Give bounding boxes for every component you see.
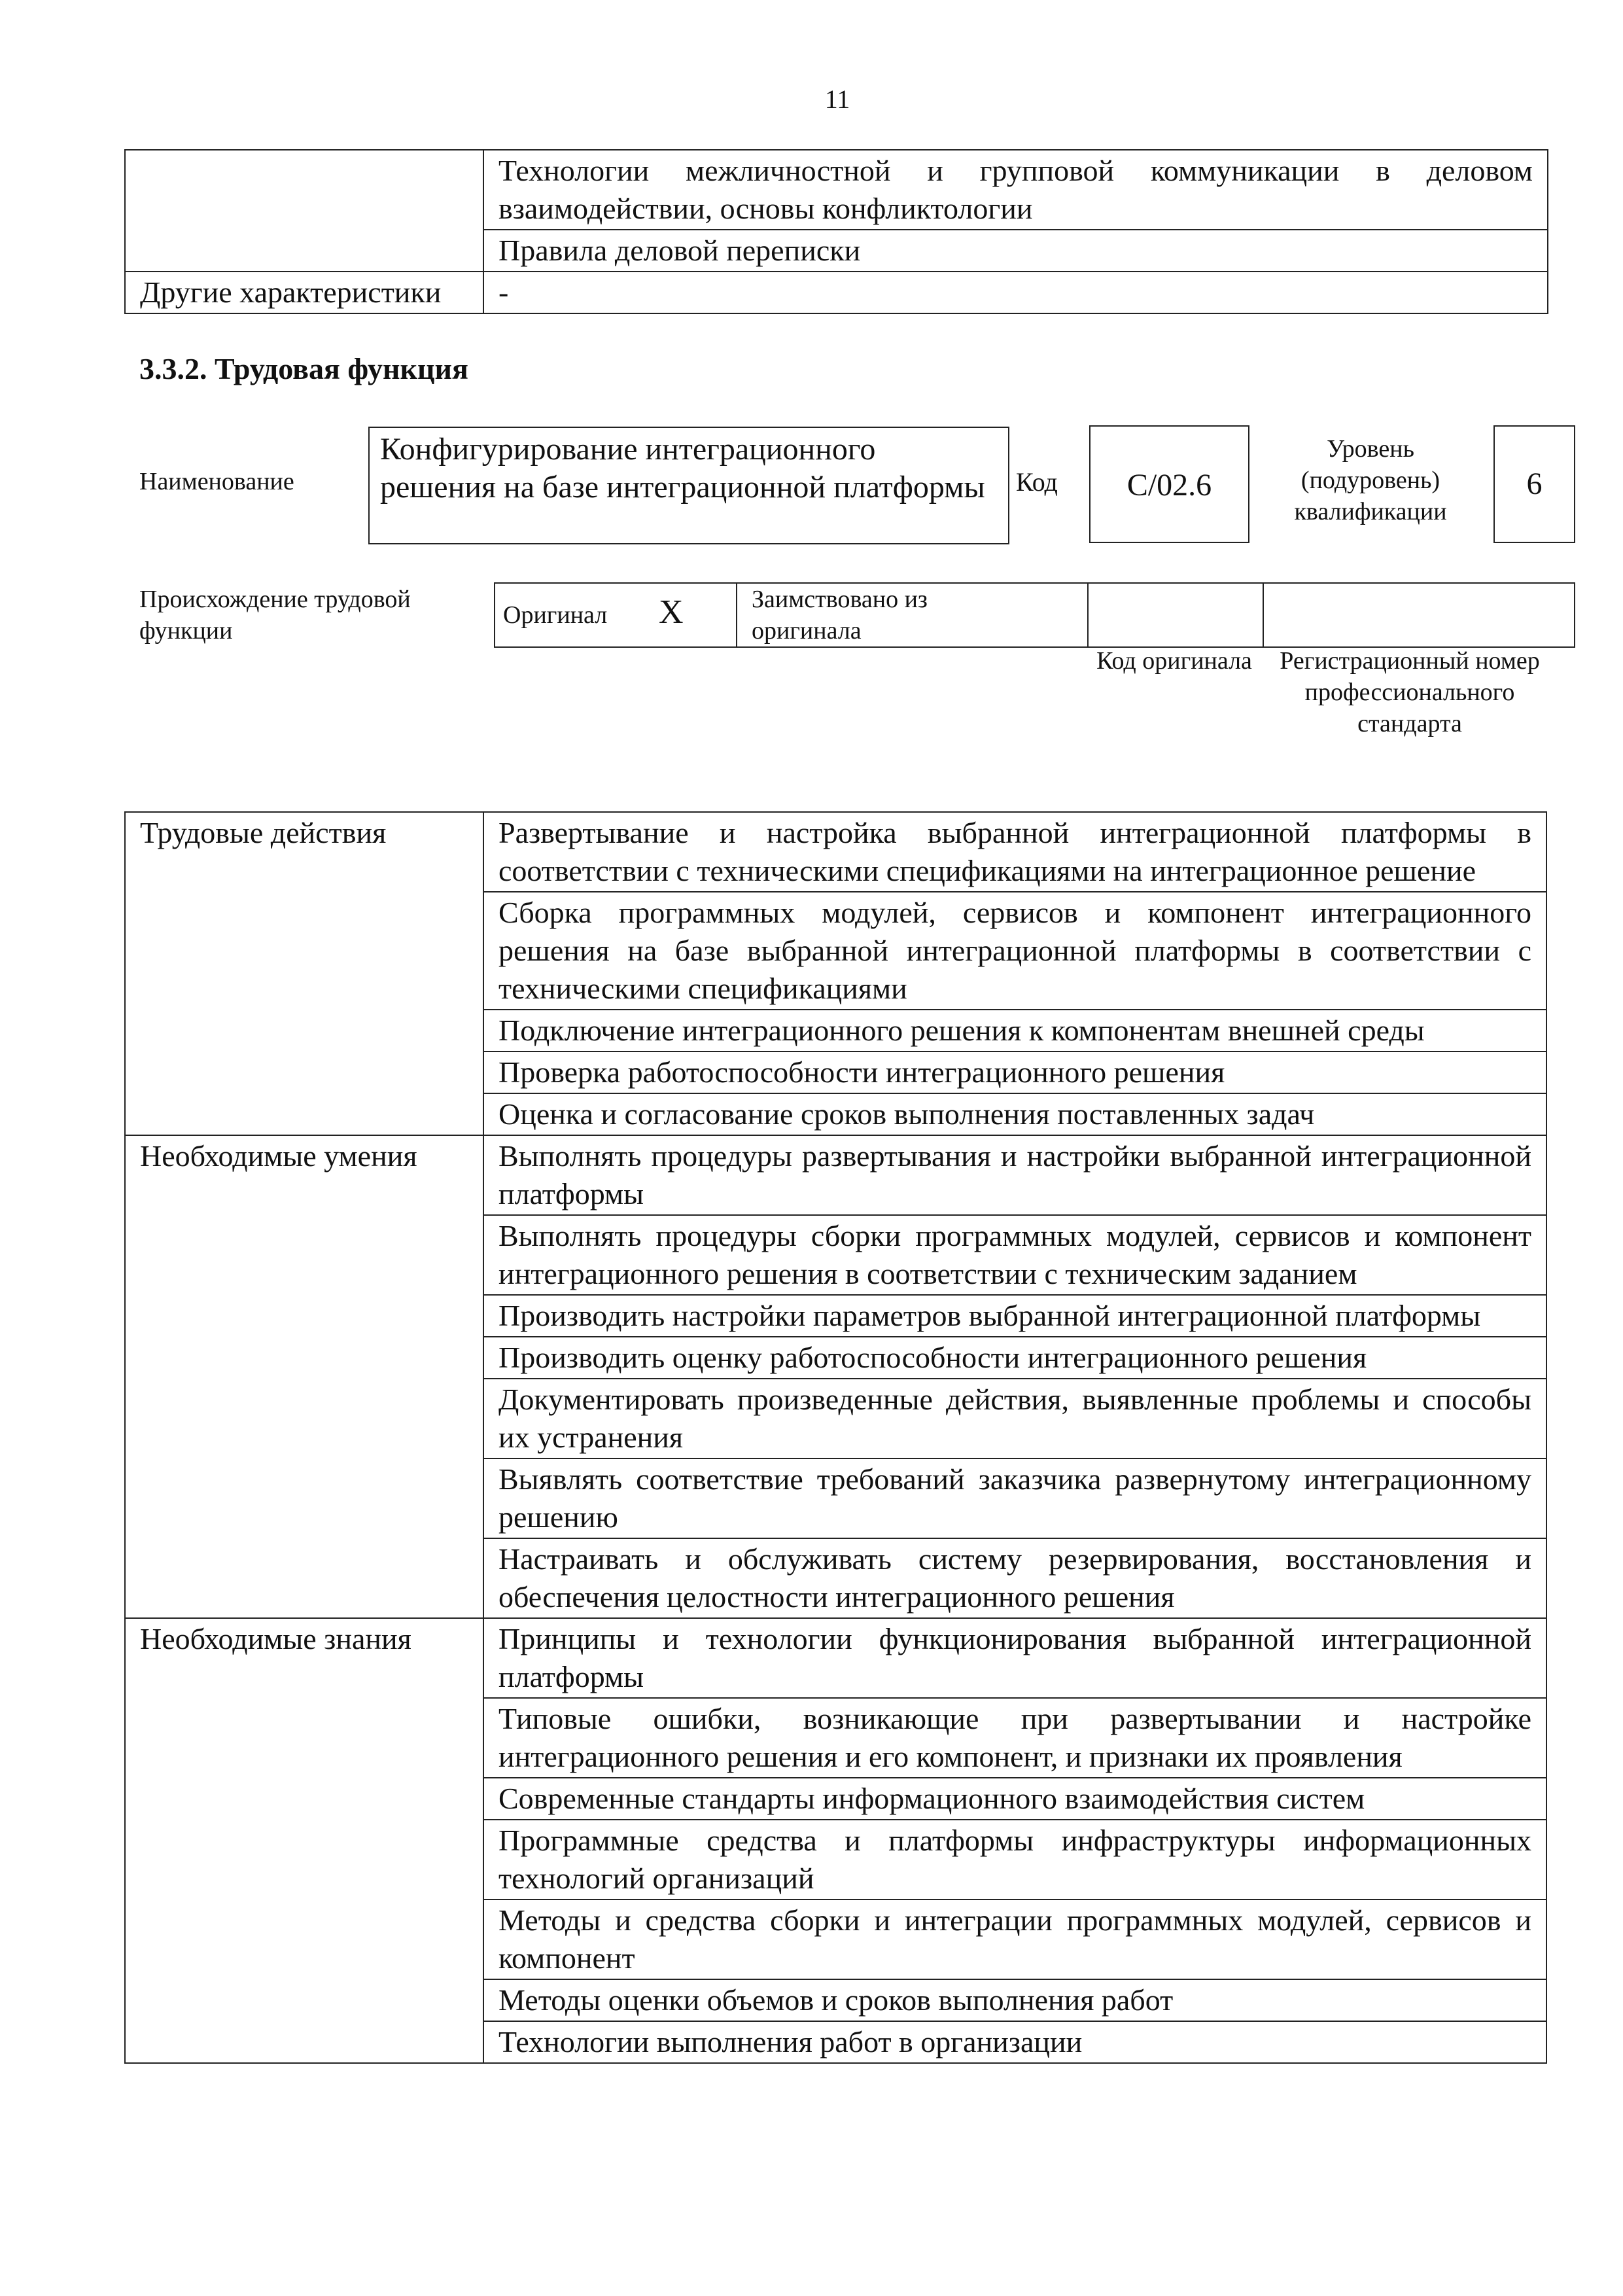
list-item: Настраивать и обслуживать систему резервирования, восстановления и обеспечения целостности интеграционного решения [483, 1538, 1546, 1618]
level-label-line: Уровень [1327, 435, 1414, 463]
list-item: Развертывание и настройка выбранной интеграционной платформы в соответствии с техническими спецификациями на интеграционное решение [483, 812, 1546, 892]
list-item: Выявлять соответствие требований заказчика развернутому интеграционному решению [483, 1458, 1546, 1538]
row-value: Правила деловой переписки [483, 230, 1548, 272]
group-label-knowledge: Необходимые знания [125, 1618, 483, 2063]
row-value: Технологии межличностной и групповой коммуникации в деловом взаимодействии, основы конфликтологии [483, 150, 1548, 230]
function-name-box: Конфигурирование интеграционного решения на базе интеграционной платформы [368, 427, 1009, 544]
origin-row [494, 582, 1575, 648]
reg-number-caption: Регистрационный номер профессионального стандарта [1280, 647, 1540, 737]
origin-label: Происхождение трудовой функции [139, 586, 411, 645]
original-cell [495, 584, 737, 646]
level-label-line: квалификации [1294, 498, 1447, 525]
original-mark: X [659, 593, 684, 631]
list-item: Производить оценку работоспособности интеграционного решения [483, 1337, 1546, 1379]
list-item: Принципы и технологии функционирования выбранной интеграционной платформы [483, 1618, 1546, 1698]
group-label-actions: Трудовые действия [125, 812, 483, 1135]
list-item: Типовые ошибки, возникающие при развертывании и настройке интеграционного решения и его компонент, и признаки их проявления [483, 1698, 1546, 1778]
list-item: Документировать произведенные действия, выявленные проблемы и способы их устранения [483, 1379, 1546, 1458]
list-item: Выполнять процедуры сборки программных модулей, сервисов и компонент интеграционного решения в соответствии с техническим заданием [483, 1215, 1546, 1295]
list-item: Методы и средства сборки и интеграции программных модулей, сервисов и компонент [483, 1899, 1546, 1979]
list-item: Программные средства и платформы инфраструктуры информационных технологий организаций [483, 1820, 1546, 1899]
row-value: - [483, 272, 1548, 313]
table-row [125, 272, 1548, 313]
function-code-box: С/02.6 [1089, 425, 1249, 543]
code-label: Код [1016, 467, 1058, 497]
qualification-level-box: 6 [1493, 425, 1575, 543]
list-item: Проверка работоспособности интеграционного решения [483, 1051, 1546, 1093]
labor-function-table [124, 811, 1547, 2064]
list-item: Современные стандарты информационного взаимодействия систем [483, 1778, 1546, 1820]
reg-number-cell [1264, 584, 1574, 646]
original-code-cell [1089, 584, 1264, 646]
borrowed-cell [737, 584, 1089, 646]
group-label-skills: Необходимые умения [125, 1135, 483, 1618]
list-item: Технологии выполнения работ в организации [483, 2021, 1546, 2063]
original-label: Оригинал [503, 601, 608, 629]
list-item: Методы оценки объемов и сроков выполнения работ [483, 1979, 1546, 2021]
top-characteristics-table [124, 149, 1548, 314]
page-number: 11 [824, 84, 850, 114]
section-heading: 3.3.2. Трудовая функция [139, 352, 468, 385]
list-item: Сборка программных модулей, сервисов и компонент интеграционного решения на базе выбранной интеграционной платформы в соответствии с техническими спецификациями [483, 892, 1546, 1010]
table-row [125, 150, 1548, 230]
table-row [125, 1135, 1546, 1215]
borrowed-label: Заимствовано из оригинала [752, 586, 928, 645]
row-label-empty [125, 150, 483, 272]
level-label [1249, 433, 1492, 527]
list-item: Оценка и согласование сроков выполнения поставленных задач [483, 1093, 1546, 1135]
original-code-caption: Код оригинала [1096, 647, 1252, 675]
row-label: Другие характеристики [125, 272, 483, 313]
name-label: Наименование [139, 468, 294, 495]
table-row [125, 1618, 1546, 1698]
list-item: Выполнять процедуры развертывания и настройки выбранной интеграционной платформы [483, 1135, 1546, 1215]
list-item: Подключение интеграционного решения к компонентам внешней среды [483, 1010, 1546, 1051]
level-label-line: (подуровень) [1300, 467, 1440, 494]
list-item: Производить настройки параметров выбранной интеграционной платформы [483, 1295, 1546, 1337]
table-row [125, 812, 1546, 892]
